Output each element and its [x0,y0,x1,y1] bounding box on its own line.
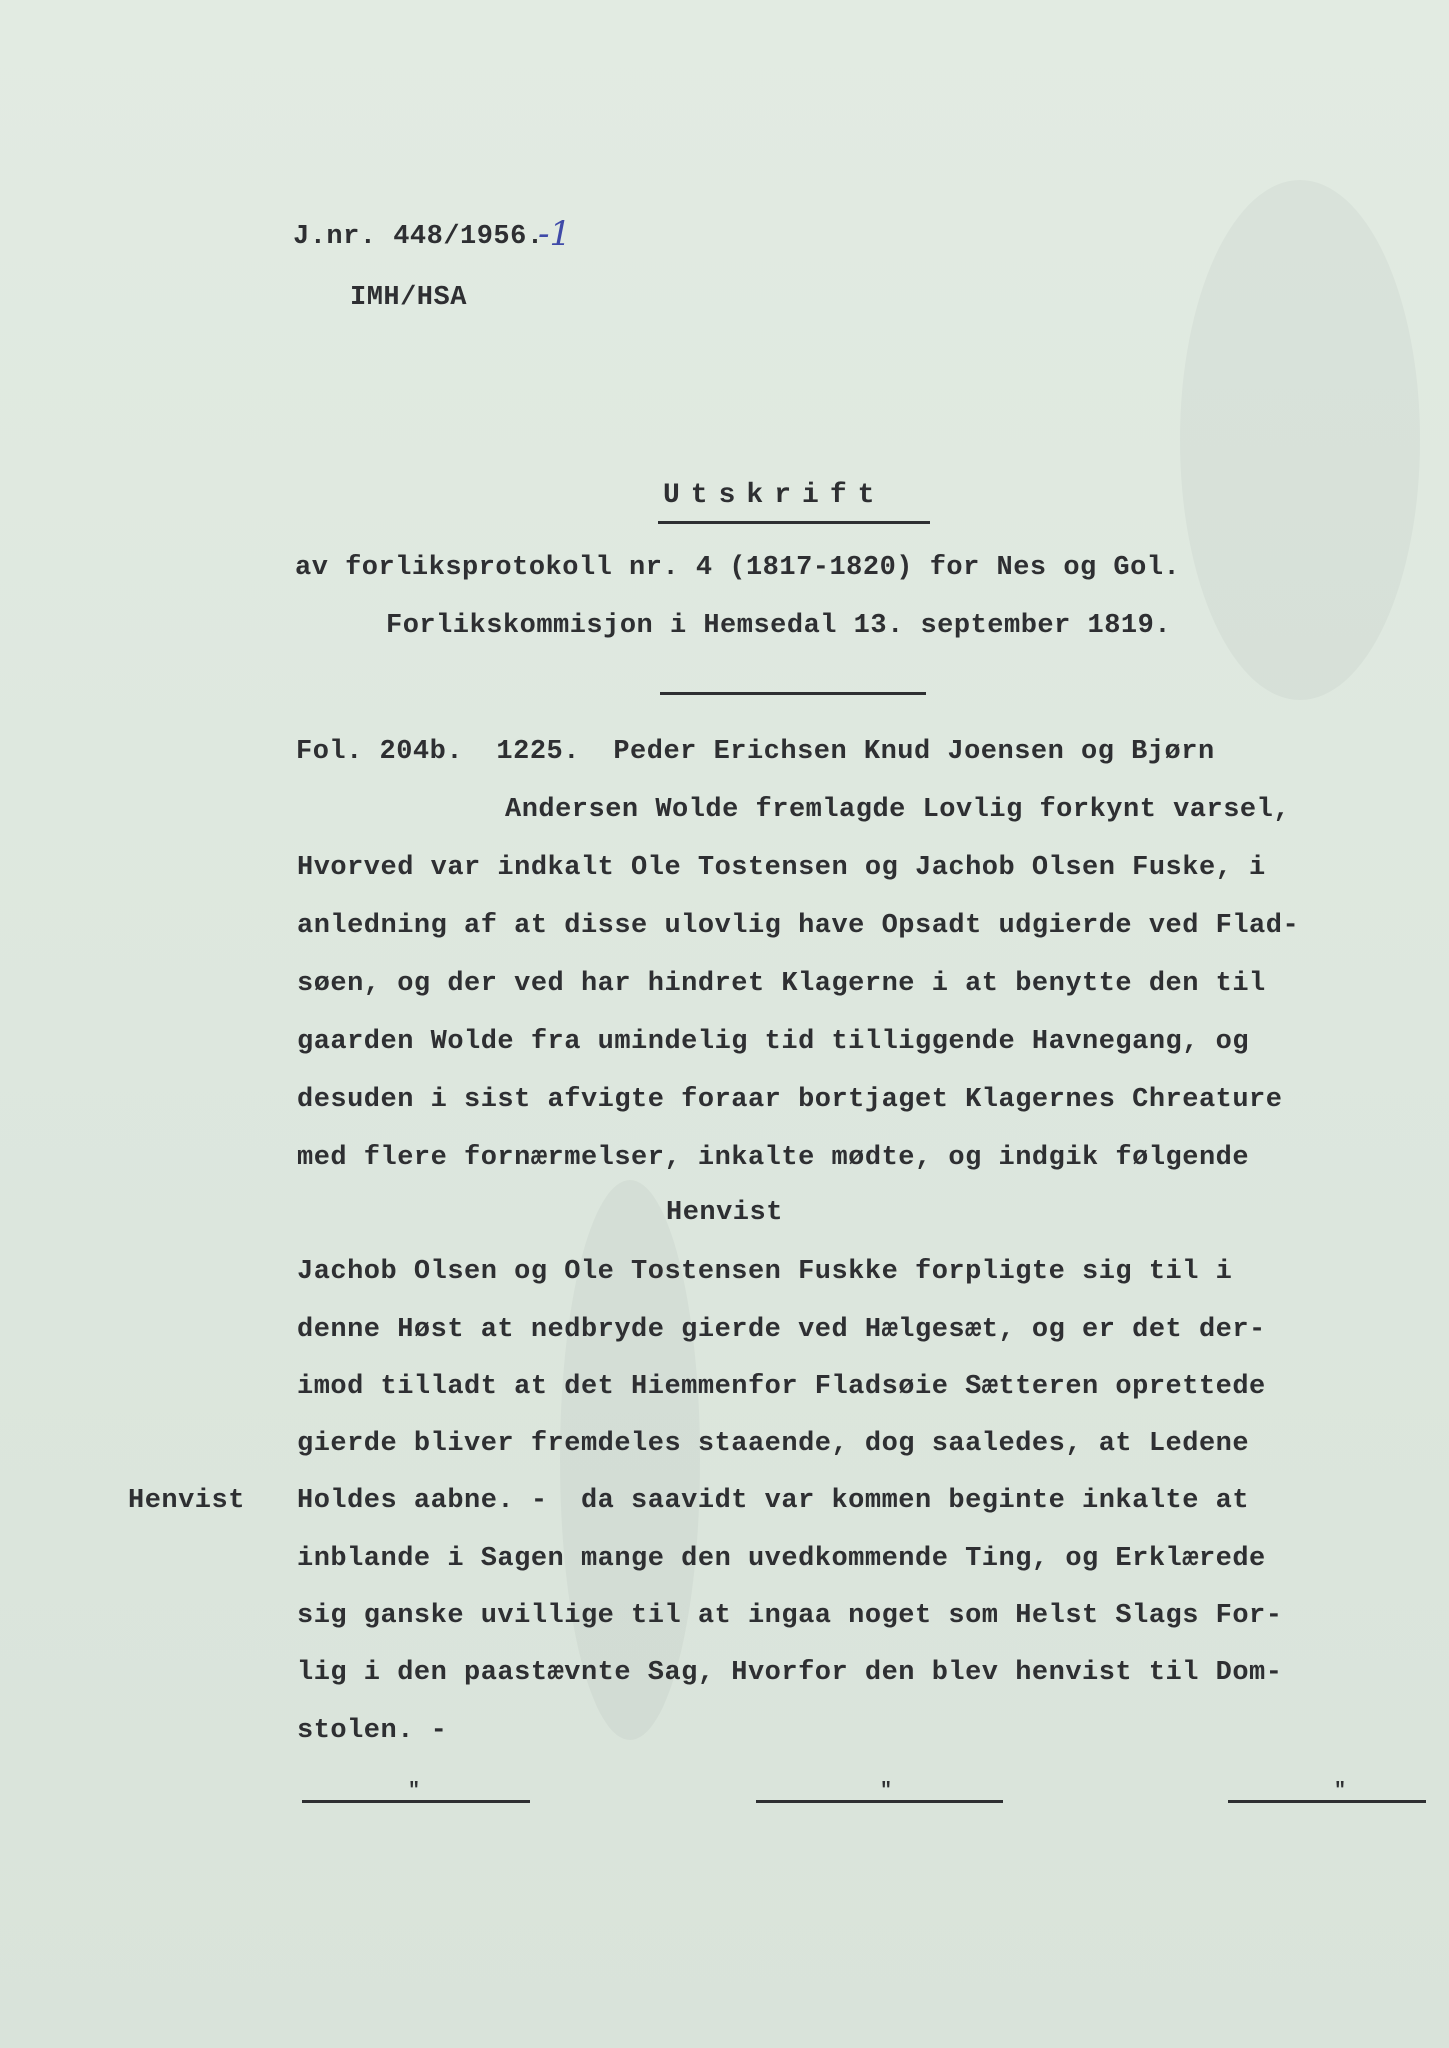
body-line: med flere fornærmelser, inkalte mødte, og indgik følgende [297,1143,1250,1173]
ditto-mark-left: " [408,1780,421,1803]
body-line: sig ganske uvillige til at ingaa noget som Helst Slags For- [297,1601,1283,1631]
body-line: inblande i Sagen mange den uvedkommende Ting, og Erklærede [297,1544,1266,1574]
body-line: denne Høst at nedbryde gierde ved Hælgesæt, og er det der- [297,1315,1266,1345]
body-line: Holdes aabne. - da saavidt var kommen beginte inkalte at [297,1486,1250,1516]
entry-first-line: Fol. 204b. 1225. Peder Erichsen Knud Joensen og Bjørn [296,737,1215,767]
body-line: lig i den paastævnte Sag, Hvorfor den blev henvist til Dom- [297,1658,1283,1688]
document-title: Utskrift [663,480,886,511]
journal-handwritten-suffix: -1 [538,214,572,254]
body-line: Hvorved var indkalt Ole Tostensen og Jachob Olsen Fuske, i [297,853,1266,883]
verdict-heading: Henvist [666,1198,783,1228]
body-line: Jachob Olsen og Ole Tostensen Fuskke forpligte sig til i [297,1257,1233,1287]
ditto-mark-middle: " [880,1780,893,1803]
ditto-mark-right: " [1334,1780,1347,1803]
ditto-line-right [1228,1800,1426,1803]
margin-note: Henvist [128,1486,245,1516]
initials: IMH/HSA [350,283,467,313]
body-line: Andersen Wolde fremlagde Lovlig forkynt varsel, [505,795,1291,825]
body-line: søen, og der ved har hindret Klagerne i at benytte den til [297,969,1266,999]
body-line: stolen. - [297,1716,448,1746]
subtitle-line-1: av forliksprotokoll nr. 4 (1817-1820) for Nes og Gol. [295,553,1181,583]
body-line: gierde bliver fremdeles staaende, dog saaledes, at Ledene [297,1429,1250,1459]
paper-smudge [1180,180,1420,700]
subtitle-line-2: Forlikskommisjon i Hemsedal 13. september 1819. [386,611,1172,641]
body-line: gaarden Wolde fra umindelig tid tilliggende Havnegang, og [297,1027,1250,1057]
body-line: anledning af at disse ulovlig have Opsadt udgierde ved Flad- [297,911,1300,941]
title-underline [658,521,930,524]
body-line: imod tilladt at det Hiemmenfor Fladsøie Sætteren oprettede [297,1372,1266,1402]
section-divider [660,692,926,695]
journal-number: J.nr. 448/1956. [293,222,544,252]
body-line: desuden i sist afvigte foraar bortjaget Klagernes Chreature [297,1085,1283,1115]
